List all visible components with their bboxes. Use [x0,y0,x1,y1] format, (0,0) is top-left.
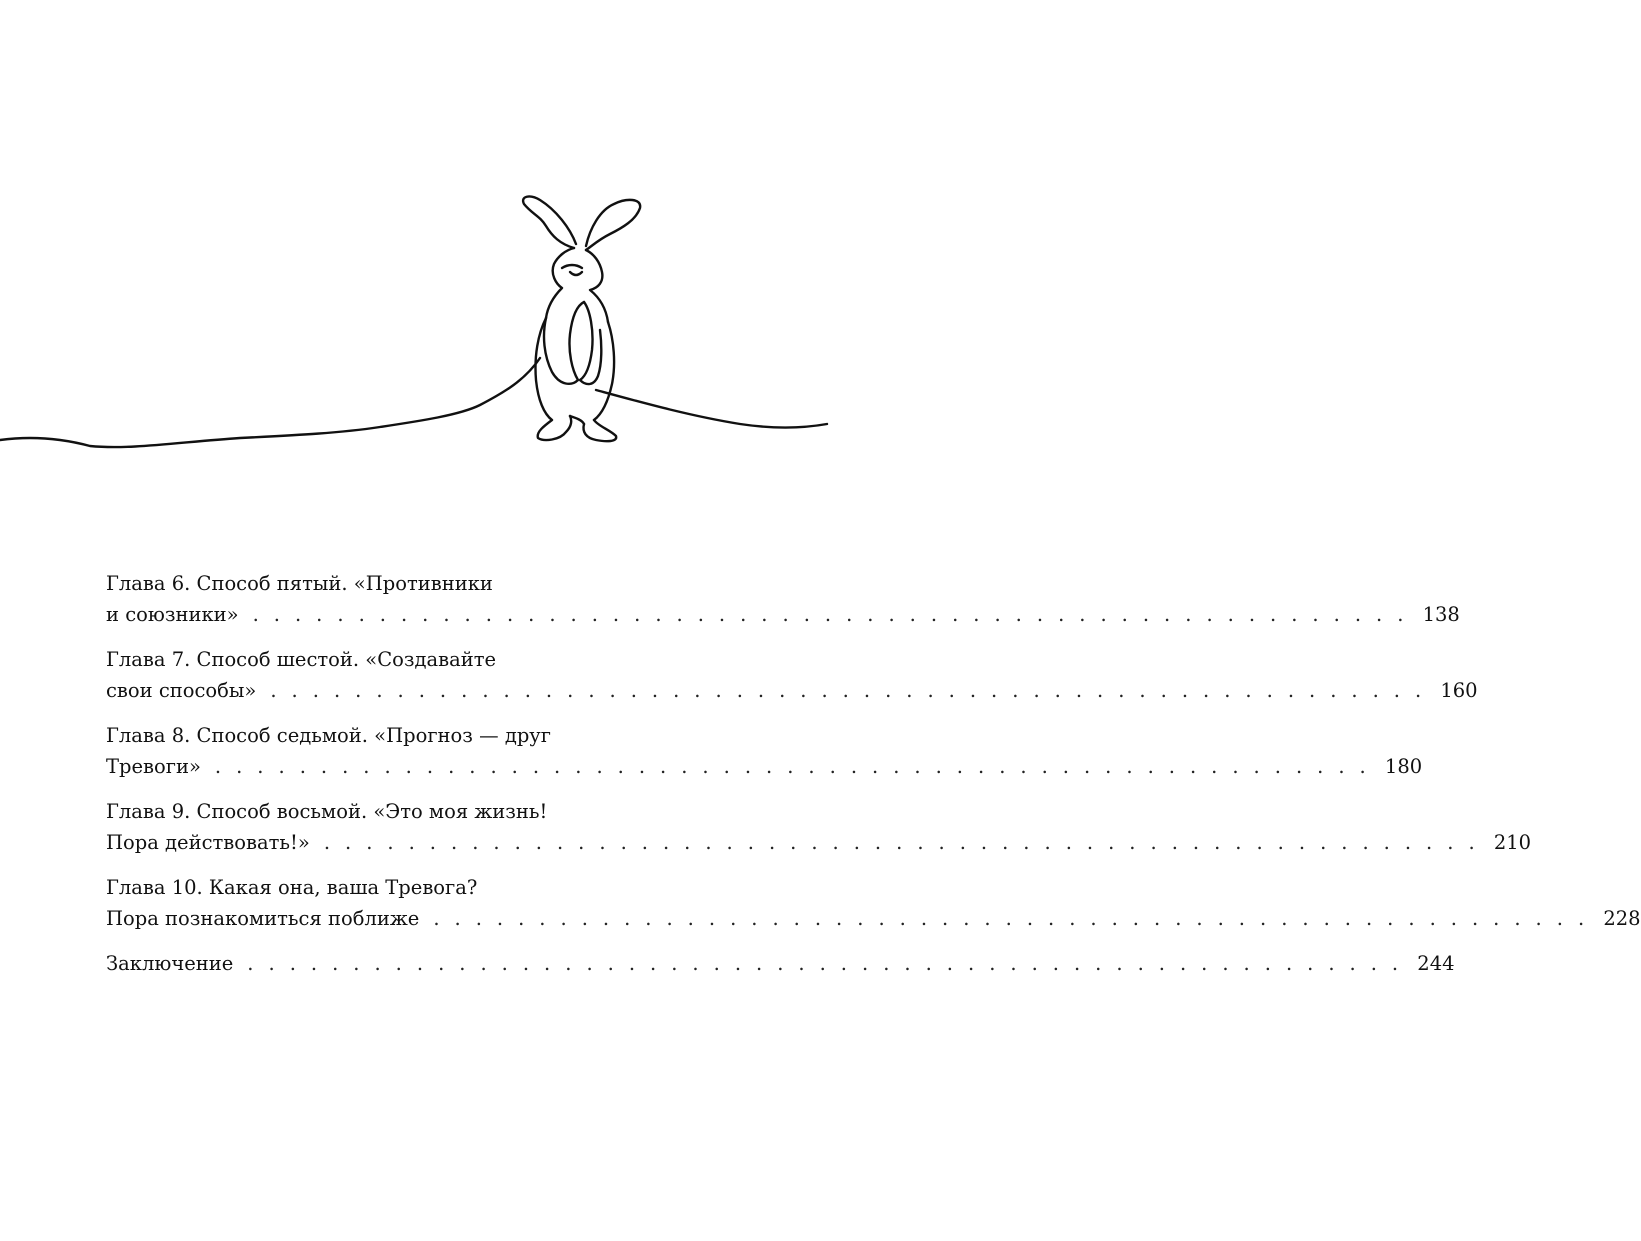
rabbit-hind-left [535,318,571,440]
rabbit-front-paws [580,302,601,384]
ground-line-right [596,390,827,427]
toc-entry-title: Глава 9. Способ восьмой. «Это моя жизнь! [106,800,548,823]
leader-dots: . . . . . . . . . . . . . . . . . . . . . . . . . . . . . . . . . . . . . . . . . . . . . . . . . . . . . . . [247,952,1403,975]
leader-dots: . . . . . . . . . . . . . . . . . . . . . . . . . . . . . . . . . . . . . . . . . . . . . . . . . . . . . . . [252,603,1408,626]
toc-entry-title-continued: и союзники» [106,603,239,626]
rabbit-hind-right [584,420,617,441]
toc-page-number: 244 [1417,952,1455,975]
ground-line-left [0,358,540,447]
toc-entry[interactable] [106,568,1460,630]
leader-dots: . . . . . . . . . . . . . . . . . . . . . . . . . . . . . . . . . . . . . . . . . . . . . . . . . . . . . . . [214,755,1371,778]
toc-page-number: 180 [1384,755,1423,778]
leader-dots: . . . . . . . . . . . . . . . . . . . . . . . . . . . . . . . . . . . . . . . . . . . . . . . . . . . . . . . [323,831,1480,854]
toc-entry-title: Глава 10. Какая она, ваша Тревога? [106,876,478,899]
toc-entry-title-continued: Пора познакомиться поближе [106,907,420,930]
toc-entry-title: Заключение [106,952,234,975]
toc-entry-title-continued: Пора действовать!» [106,831,310,854]
rabbit-body-right [594,322,614,420]
toc-entry[interactable] [106,644,1478,706]
rabbit-line-drawing-icon [0,180,827,450]
rabbit-face [562,265,582,275]
toc-page-number: 210 [1493,831,1532,854]
toc-entry-conclusion[interactable] [106,948,1455,979]
toc-entry-title: Глава 8. Способ седьмой. «Прогноз — друг [106,724,551,747]
toc-page-number: 138 [1422,603,1460,626]
toc-entry-title: Глава 7. Способ шестой. «Создавайте [106,648,497,671]
toc-entry-title-continued: Тревоги» [106,755,201,778]
leader-dots: . . . . . . . . . . . . . . . . . . . . . . . . . . . . . . . . . . . . . . . . . . . . . . . . . . . . . . . [433,907,1589,930]
toc-entry-title: Глава 6. Способ пятый. «Противники [106,572,493,595]
toc-entry[interactable] [106,872,1641,934]
toc-entry[interactable] [106,796,1532,858]
rabbit-body-left [544,302,584,384]
toc-entry[interactable] [106,720,1423,782]
rabbit-left-ear [523,197,576,248]
toc-page-number: 160 [1440,679,1478,702]
leader-dots: . . . . . . . . . . . . . . . . . . . . . . . . . . . . . . . . . . . . . . . . . . . . . . . . . . . . . . . [270,679,1426,702]
rabbit-right-ear [586,200,640,250]
toc-page-number: 228 [1603,907,1641,930]
table-of-contents [106,568,1641,993]
toc-entry-title-continued: свои способы» [106,679,257,702]
rabbit-illustration [0,180,827,450]
